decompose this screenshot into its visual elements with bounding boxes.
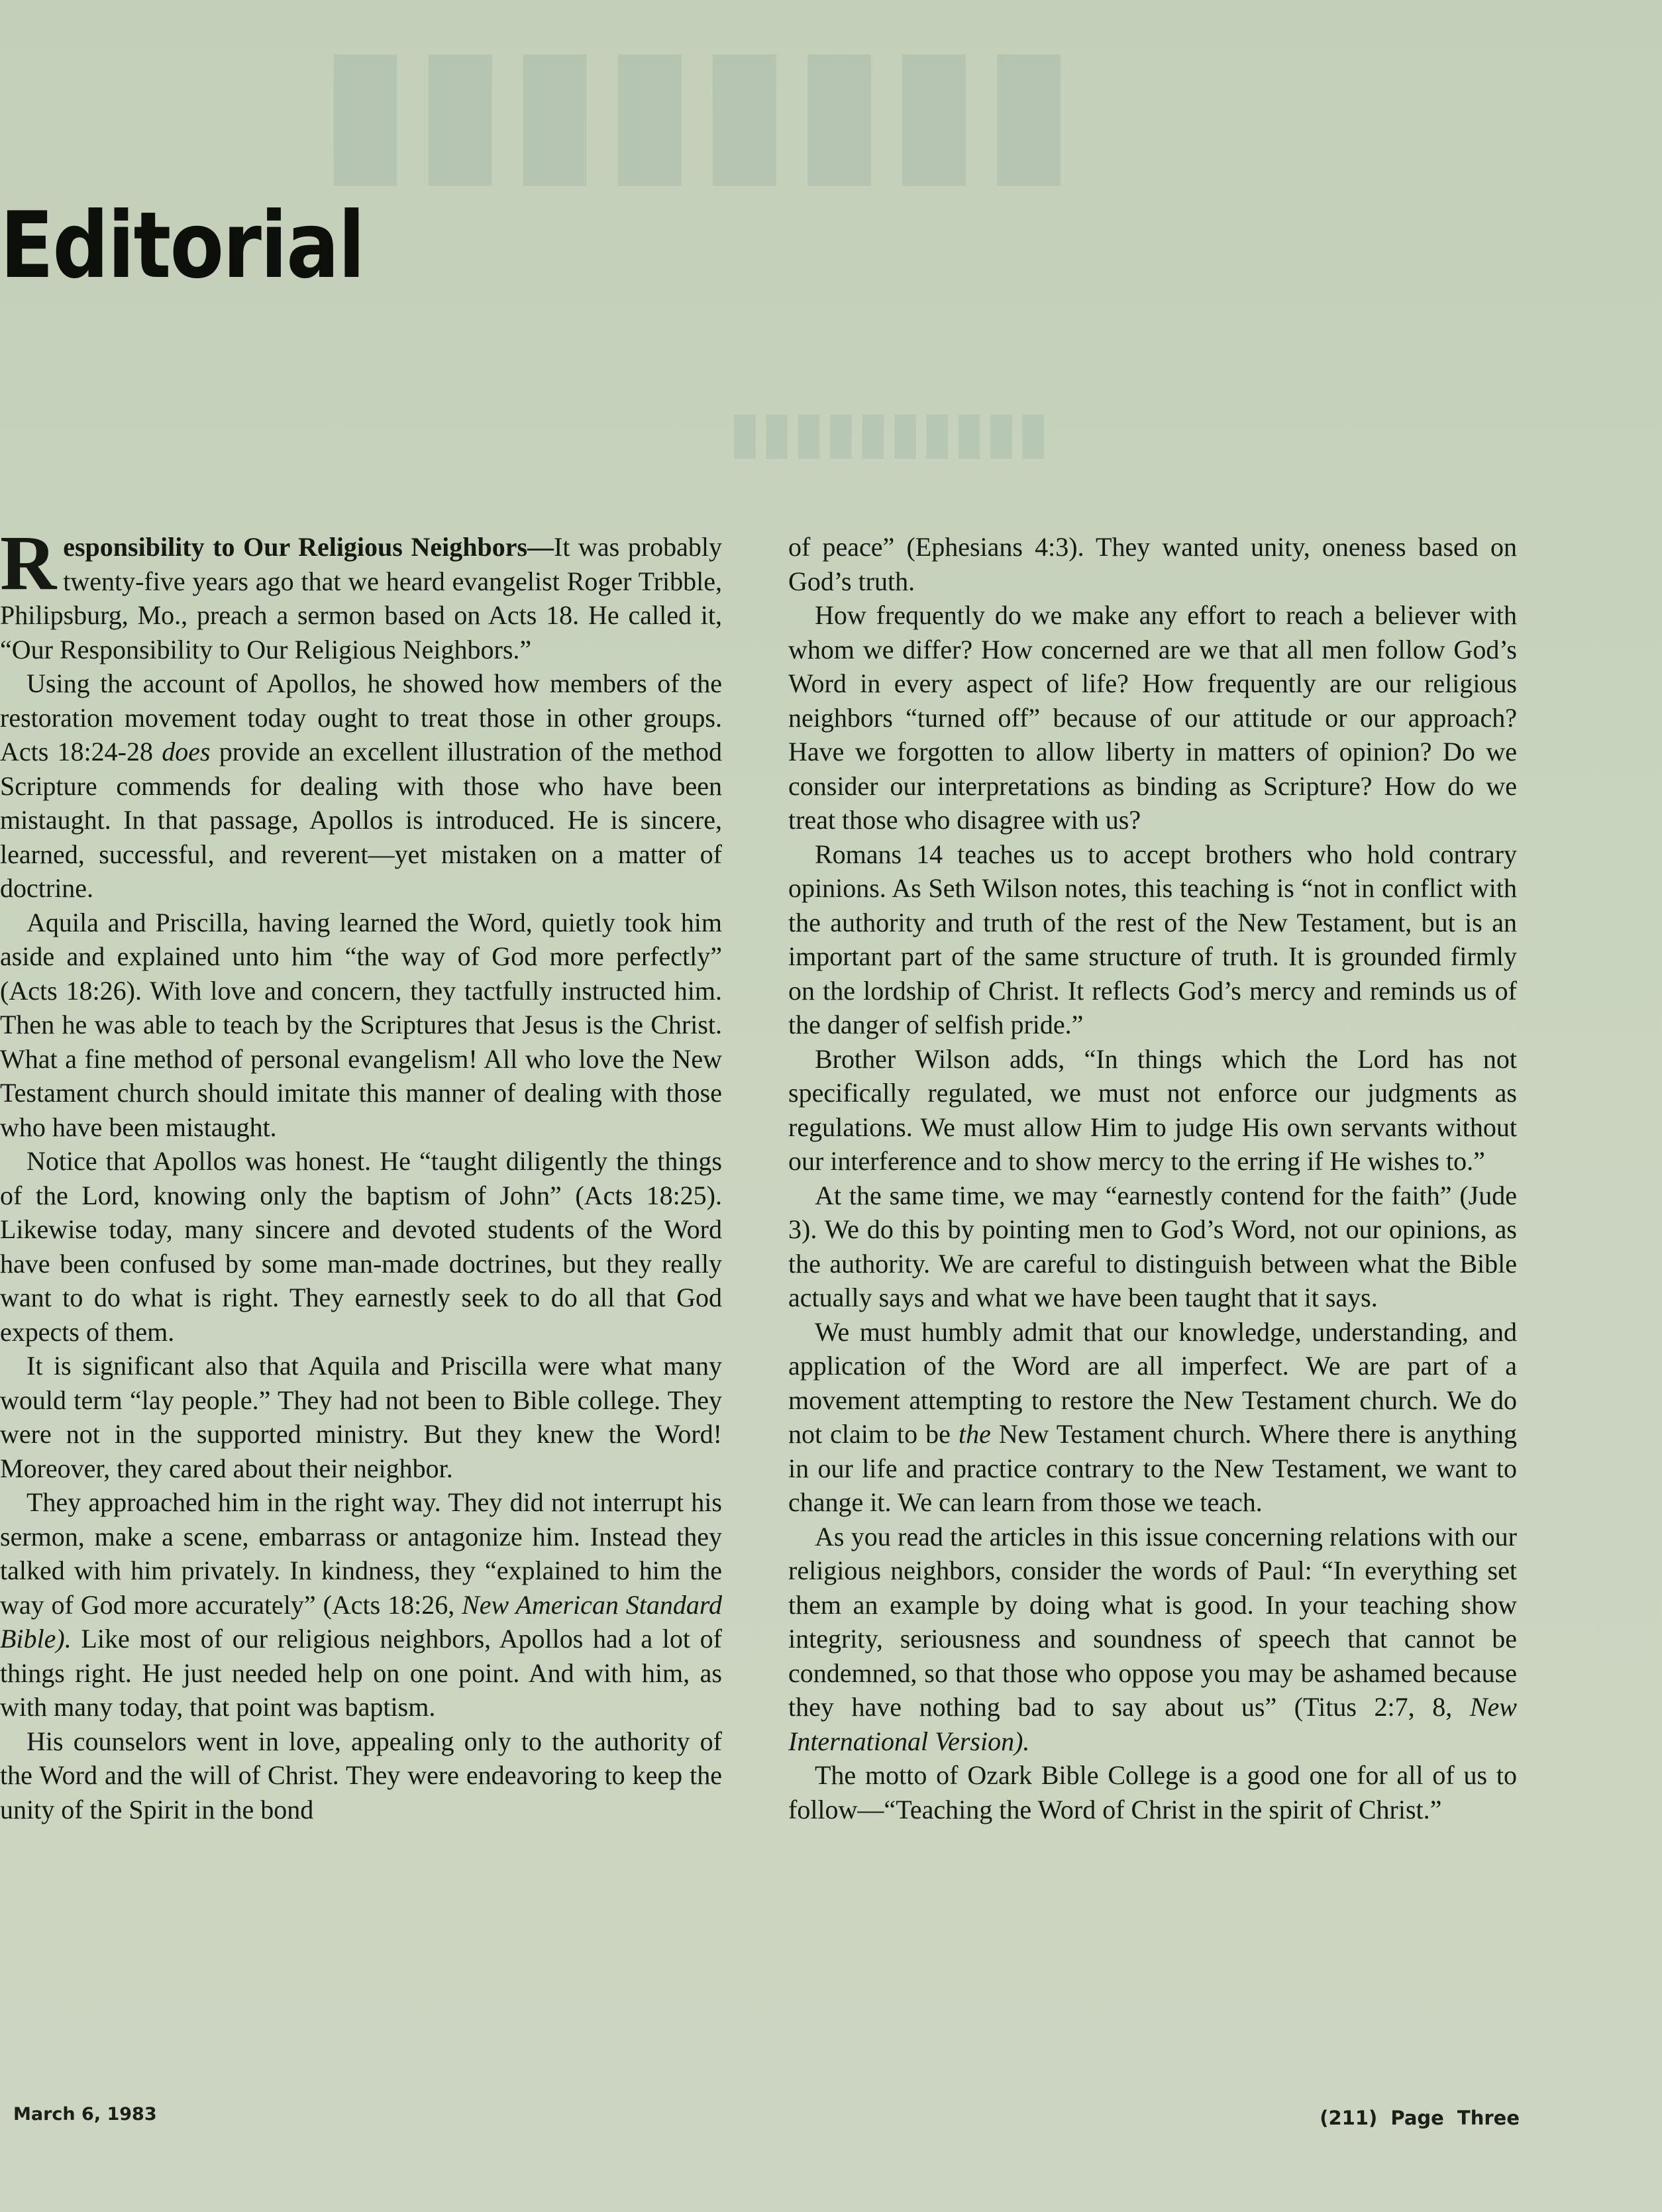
paragraph-7: His counselors went in love, appealing only to the authority of the Word and the will of Christ. They were endeavoring to keep the unity of the Spirit in the bond — [0, 1726, 722, 1824]
bleed-through-ghost-heading: ▮▮▮▮▮▮▮▮ — [318, 26, 1076, 206]
paragraph-3: Aquila and Priscilla, having learned the Word, quietly took him aside and explained unto him “the way of God more perfectly” (Acts 18:26). With love and concern, they tactfully instructed him. Then he was able to teach by the Scriptures that Jesus is the Christ. What a fine method of personal evangelism! All who love the New Testament church should imitate this manner of dealing with those who have been mistaught. — [0, 907, 722, 1142]
page-title: Editorial — [0, 192, 364, 299]
issue-date: March 6, 1983 — [13, 2104, 157, 2125]
paragraph-1-text: It was probably twenty-five years ago that we heard evangelist Roger Tribble, Philipsburg, Mo., preach a sermon based on Acts 18. He called it, “Our Responsibility to Our Religious Neighbors.” — [0, 532, 722, 664]
run-in-heading: esponsibility to Our Religious Neighbors— — [63, 532, 554, 562]
paragraph-2: Using the account of Apollos, he showed how members of the restoration movement today ought to treat those in other groups. Acts 18:24-28 does provide an excellent illustration of the method Scripture commends for dealing with those who have been mistaught. In that passage, Apollos is introduced. He is sincere, learned, successful, and reverent—yet mistaken on a matter of doctrine. — [0, 668, 722, 903]
paragraph-9: How frequently do we make any effort to reach a believer with whom we differ? How concerned are we that all men follow God’s Word in every aspect of life? How frequently are our religious neighbors “turned off” because of our attitude or our approach? Have we forgotten to allow liberty in matters of opinion? Do we consider our interpretations as binding as Scripture? How do we treat those who disagree with us? — [788, 600, 1517, 835]
page-number: (211) Page Three — [1320, 2107, 1520, 2129]
paragraph-6: They approached him in the right way. They did not interrupt his sermon, make a scene, embarrass or antagonize him. Instead they talked with him privately. In kindness, they “explained to him the way of God more accurately” (Acts 18:26, New American Standard Bible). Like most of our religious neighbors, Apollos had a lot of things right. He just needed help on one point. And with him, as with many today, that point was baptism. — [0, 1487, 722, 1722]
paragraph-4: Notice that Apollos was honest. He “taught diligently the things of the Lord, knowing only the baptism of John” (Acts 18:25). Likewise today, many sincere and devoted students of the Word have been confused by some man-made doctrines, but they really want to do what is right. They earnestly seek to do all that God expects of them. — [0, 1146, 722, 1347]
drop-cap: R — [0, 530, 57, 606]
left-column — [0, 530, 722, 2054]
right-column — [788, 530, 1517, 2054]
paragraph-15: The motto of Ozark Bible College is a good one for all of us to follow—“Teaching the Word of Christ in the spirit of Christ.” — [788, 1760, 1517, 1824]
paragraph-13: We must humbly admit that our knowledge, understanding, and application of the Word are all imperfect. We are part of a movement attempting to restore the New Testament church. We do not claim to be the New Testament church. Where there is anything in our life and practice contrary to the New Testament, we want to change it. We can learn from those we teach. — [788, 1316, 1517, 1517]
bleed-through-ghost-subheading: ▮▮▮▮▮▮▮▮▮▮ — [729, 397, 1050, 466]
paragraph-8: of peace” (Ephesians 4:3). They wanted unity, oneness based on God’s truth. — [788, 532, 1517, 596]
paragraph-10: Romans 14 teaches us to accept brothers who hold contrary opinions. As Seth Wilson notes, this teaching is “not in conflict with the authority and truth of the rest of the New Testament, but is an important part of the same structure of truth. It is grounded firmly on the lordship of Christ. It reflects God’s mercy and reminds us of the danger of selfish pride.” — [788, 839, 1517, 1039]
paragraph-12: At the same time, we may “earnestly contend for the faith” (Jude 3). We do this by pointing men to God’s Word, not our opinions, as the authority. We are careful to distinguish between what the Bible actually says and what we have been taught that it says. — [788, 1180, 1517, 1312]
paragraph-1 — [0, 530, 722, 666]
paragraph-11: Brother Wilson adds, “In things which the Lord has not specifically regulated, we must not enforce our judgments as regulations. We must allow Him to judge His own servants without our interference and to show mercy to the erring if He wishes to.” — [788, 1043, 1517, 1176]
paragraph-14: As you read the articles in this issue concerning relations with our religious neighbors, consider the words of Paul: “In everything set them an example by doing what is good. In your teaching show integrity, seriousness and soundness of speech that cannot be condemned, so that those who oppose you may be ashamed because they have nothing bad to say about us” (Titus 2:7, 8, New International Version). — [788, 1521, 1517, 1756]
paragraph-5: It is significant also that Aquila and Priscilla were what many would term “lay people.” They had not been to Bible college. They were not in the supported ministry. But they knew the Word! Moreover, they cared about their neighbor. — [0, 1351, 722, 1483]
